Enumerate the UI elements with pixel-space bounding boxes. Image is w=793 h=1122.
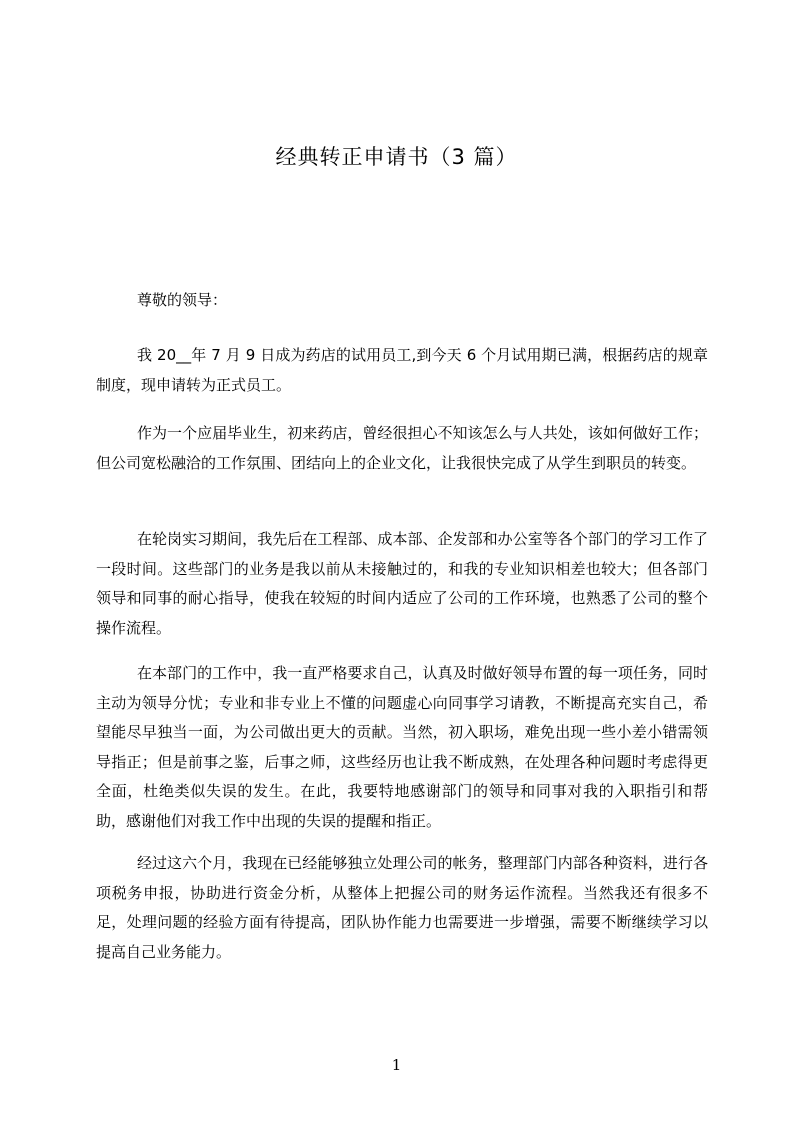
paragraph-1: 我 20__年 7 月 9 日成为药店的试用员工,到今天 6 个月试用期已满，根据药店的规章制度，现申请转为正式员工。 — [96, 346, 708, 394]
document-title: 经典转正申请书（3 篇） — [275, 145, 518, 169]
paragraph-2: 作为一个应届毕业生，初来药店，曾经很担心不知该怎么与人共处，该如何做好工作；但公司宽松融洽的工作氛围、团结向上的企业文化，让我很快完成了从学生到职员的转变。 — [96, 424, 708, 472]
salutation: 尊敬的领导： — [137, 291, 228, 309]
paragraph-3: 在轮岗实习期间，我先后在工程部、成本部、企发部和办公室等各个部门的学习工作了一段时间。这些部门的业务是我以前从未接触过的，和我的专业知识相差也较大；但各部门领导和同事的耐心指导，使我在较短的时间内适应了公司的工作环境，也熟悉了公司的整个操作流程。 — [96, 530, 708, 637]
paragraph-5: 经过这六个月，我现在已经能够独立处理公司的帐务，整理部门内部各种资料，进行各项税务申报，协助进行资金分析，从整体上把握公司的财务运作流程。当然我还有很多不足，处理问题的经验方面有待提高，团队协作能力也需要进一步增强，需要不断继续学习以提高自己业务能力。 — [96, 854, 708, 961]
paragraph-4: 在本部门的工作中，我一直严格要求自己，认真及时做好领导布置的每一项任务，同时主动为领导分忧；专业和非专业上不懂的问题虚心向同事学习请教，不断提高充实自己，希望能尽早独当一面，为公司做出更大的贡献。当然，初入职场，难免出现一些小差小错需领导指正；但是前事之鉴，后事之师，这些经历也让我不断成熟，在处理各种问题时考虑得更全面，杜绝类似失误的发生。在此，我要特地感谢部门的领导和同事对我的入职指引和帮助，感谢他们对我工作中出现的失误的提醒和指正。 — [96, 664, 708, 830]
page-number: 1 — [391, 1056, 402, 1074]
